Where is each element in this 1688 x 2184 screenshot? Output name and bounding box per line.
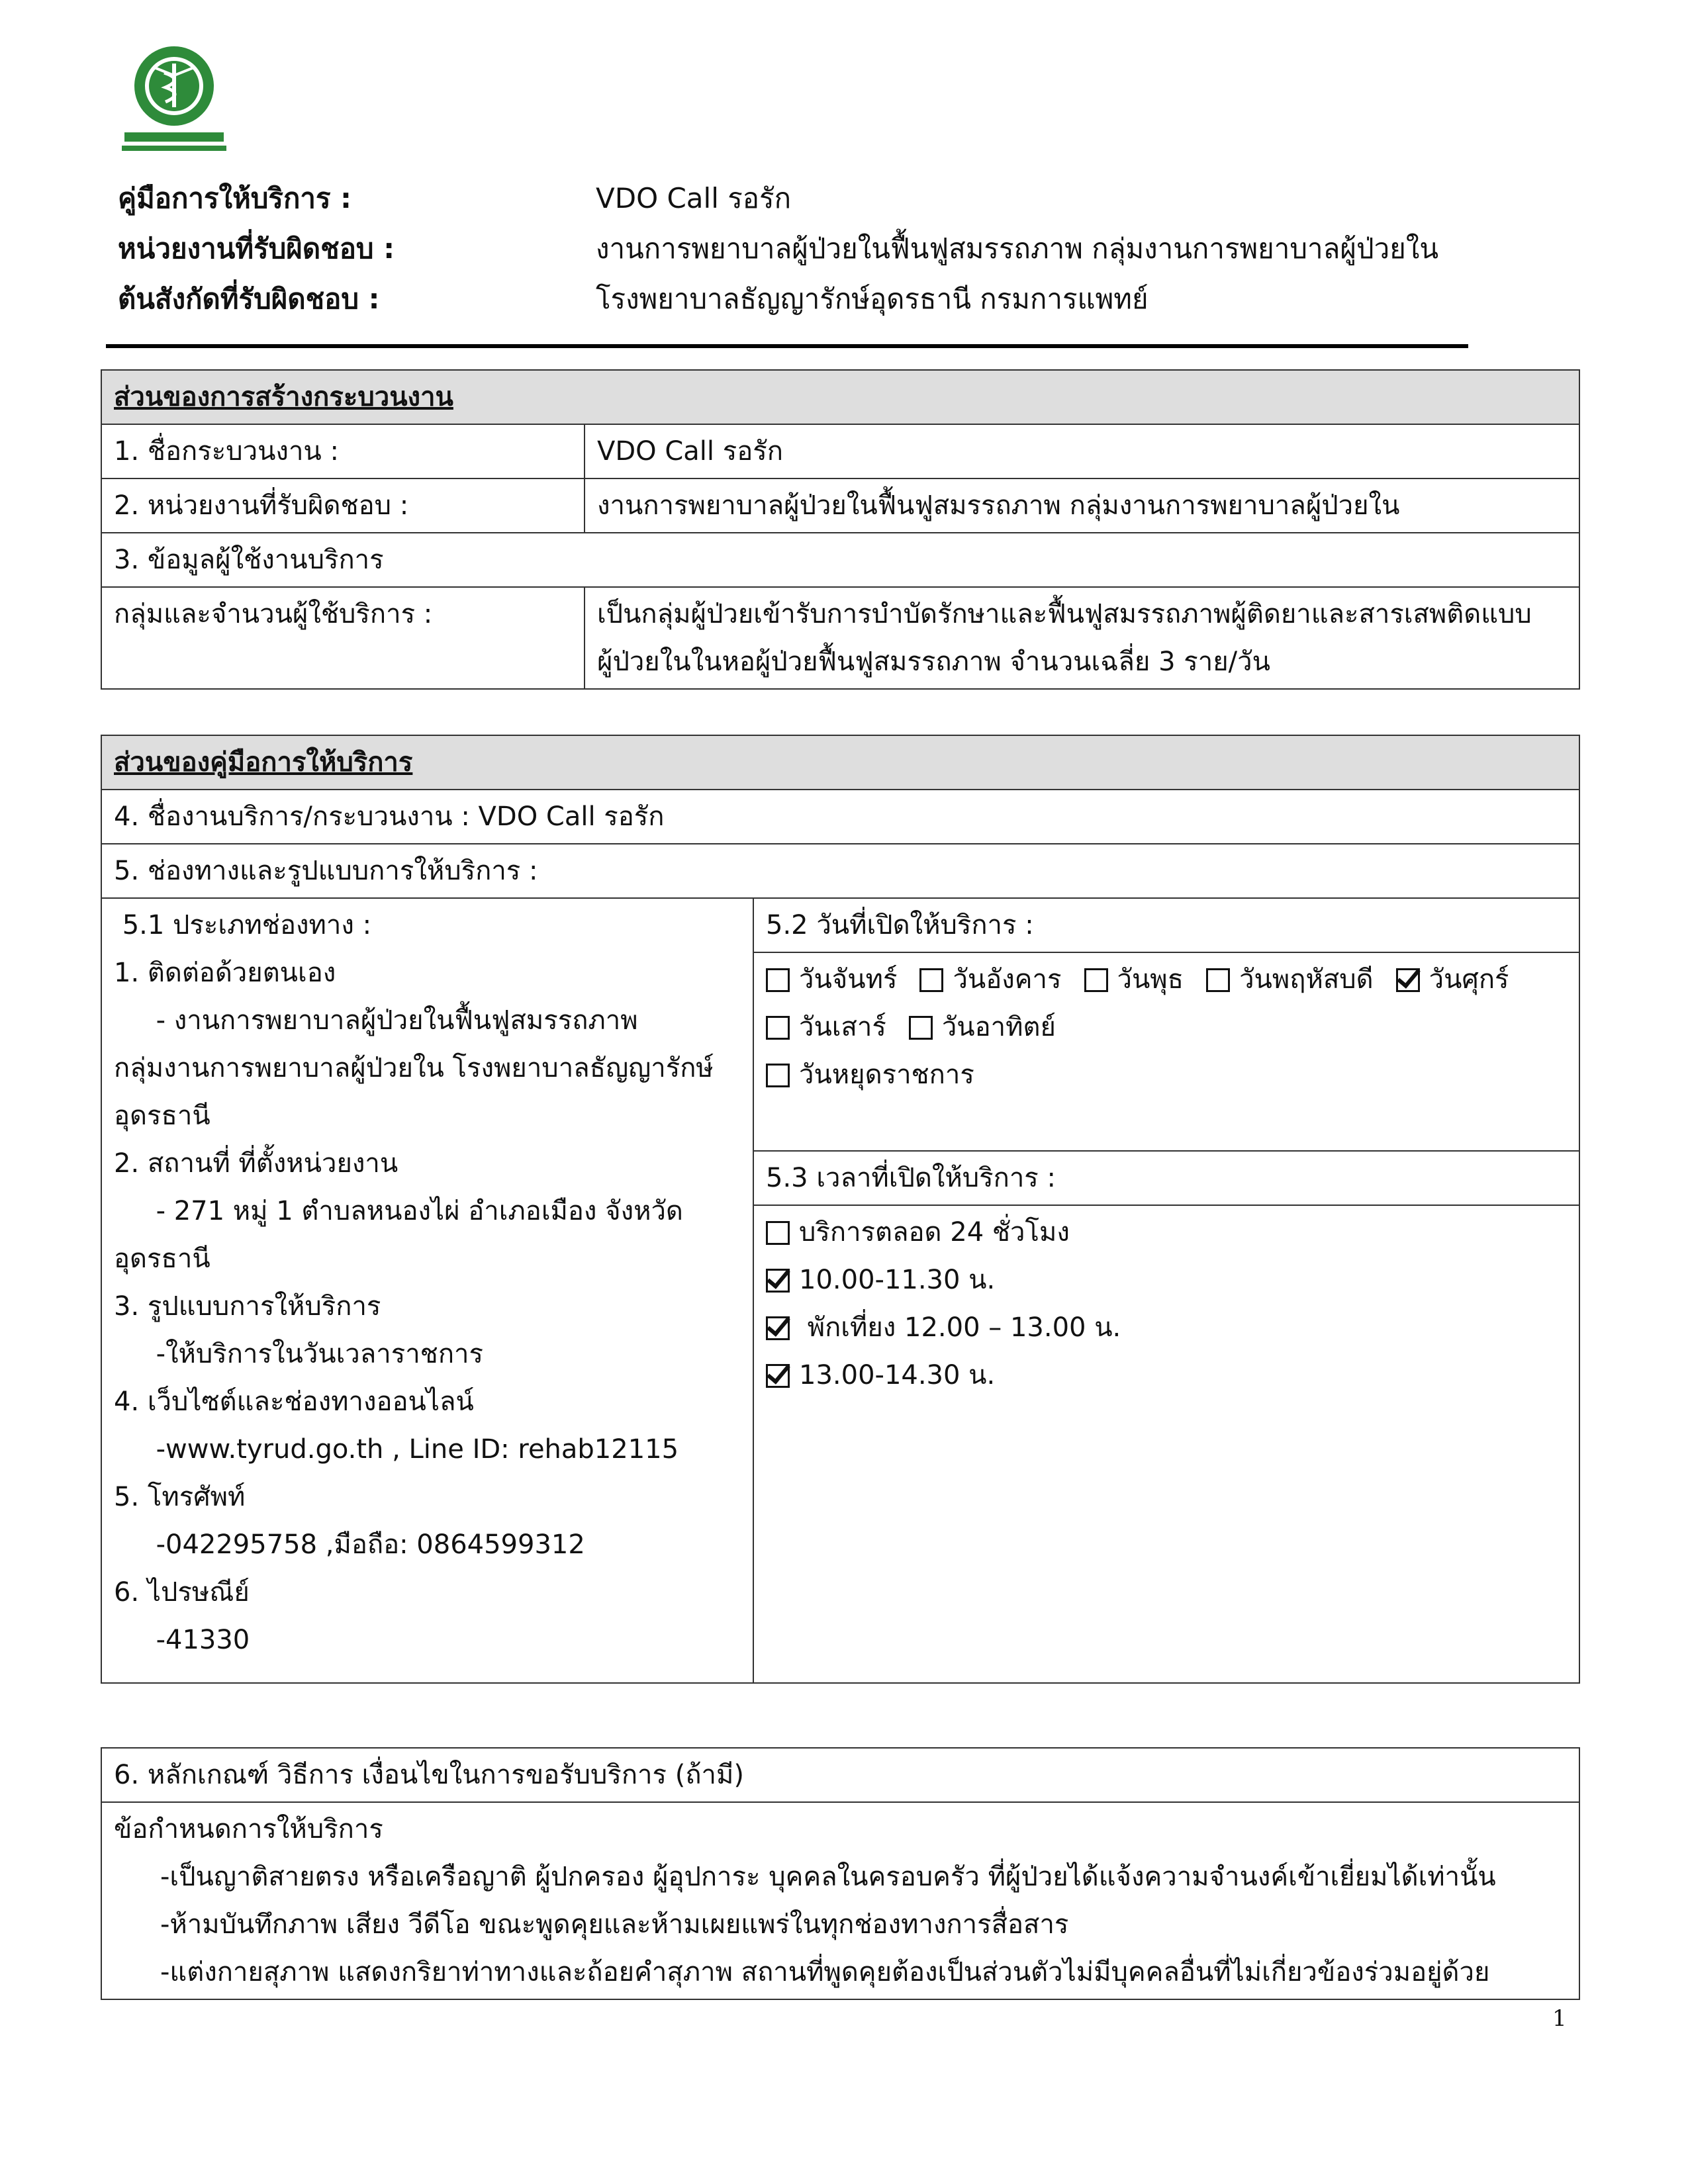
user-group-line: เป็นกลุ่มผู้ป่วยเข้ารับการบำบัดรักษาและฟื้นฟูสมรรถภาพผู้ติดยาและสารเสพติดแบบ	[597, 599, 1532, 629]
checkbox[interactable]	[1396, 968, 1420, 992]
criteria-table	[101, 1747, 1580, 2000]
channel-line: -ให้บริการในวันเวลาราชการ	[114, 1339, 483, 1369]
channels-title: 5. ช่องทางและรูปแบบการให้บริการ :	[101, 844, 1579, 898]
channel-line: - 271 หมู่ 1 ตำบลหนองไผ่ อำเภอเมือง จังหวัด	[114, 1196, 683, 1226]
process-unit-label: 2. หน่วยงานที่รับผิดชอบ :	[101, 478, 585, 533]
user-group-label: กลุ่มและจำนวนผู้ใช้บริการ :	[101, 587, 585, 689]
table-row	[101, 478, 1579, 533]
day-holiday[interactable]: วันหยุดราชการ	[766, 1060, 974, 1090]
checkbox[interactable]	[766, 1316, 790, 1340]
channel-line: -41330	[114, 1625, 250, 1655]
unit-label: หน่วยงานที่รับผิดชอบ :	[118, 232, 395, 265]
hour-option[interactable]: 13.00-14.30 น.	[766, 1351, 1567, 1399]
hour-option[interactable]: 10.00-11.30 น.	[766, 1256, 1567, 1304]
day-tuesday[interactable]: วันอังคาร	[919, 964, 1061, 995]
unit-value: งานการพยาบาลผู้ป่วยในฟื้นฟูสมรรถภาพ กลุ่มงานการพยาบาลผู้ป่วยใน	[596, 232, 1439, 265]
criteria-item: -แต่งกายสุภาพ แสดงกริยาท่าทางและถ้อยคำสุภาพ สถานที่พูดคุยต้องเป็นส่วนตัวไม่มีบุคคลอื่นที่ไม่เกี่ยวข้องร่วมอยู่ด้วย	[160, 1957, 1490, 1987]
checkbox[interactable]	[766, 1064, 790, 1087]
checkbox[interactable]	[1206, 968, 1230, 992]
days-line-3	[766, 1051, 1567, 1099]
channel-types-title: 5.1 ประเภทช่องทาง :	[114, 910, 372, 940]
user-info-title: 3. ข้อมูลผู้ใช้งานบริการ	[101, 533, 1579, 587]
channel-line: 6. ไปรษณีย์	[114, 1577, 250, 1608]
checkbox[interactable]	[766, 968, 790, 992]
days-title: 5.2 วันที่เปิดให้บริการ :	[753, 898, 1579, 952]
hour-option[interactable]: พักเที่ยง 12.00 – 13.00 น.	[766, 1304, 1567, 1351]
service-section-title: ส่วนของคู่มือการให้บริการ	[101, 735, 1579, 790]
process-name-value: VDO Call รอรัก	[585, 424, 1579, 478]
checkbox[interactable]	[919, 968, 943, 992]
checkbox[interactable]	[766, 1269, 790, 1293]
channel-line: อุดรธานี	[114, 1101, 211, 1131]
header-divider	[106, 344, 1468, 348]
channel-line: - งานการพยาบาลผู้ป่วยในฟื้นฟูสมรรถภาพ	[114, 1005, 638, 1036]
user-group-line: ผู้ป่วยในในหอผู้ป่วยฟื้นฟูสมรรถภาพ จำนวนเฉลี่ย 3 ราย/วัน	[597, 647, 1270, 677]
checkbox[interactable]	[766, 1364, 790, 1388]
criteria-item: -เป็นญาติสายตรง หรือเครือญาติ ผู้ปกครอง ผู้อุปการะ บุคคลในครอบครัว ที่ผู้ป่วยได้แจ้งความจำนงค์เข้าเยี่ยมได้เท่านั้น	[160, 1862, 1496, 1892]
days-cell	[753, 952, 1579, 1151]
channel-line: 1. ติดต่อด้วยตนเอง	[114, 958, 336, 988]
channel-line: 3. รูปแบบการให้บริการ	[114, 1291, 381, 1322]
channel-line: -042295758 ,มือถือ: 0864599312	[114, 1529, 585, 1560]
parent-value: โรงพยาบาลธัญญารักษ์อุดรธานี กรมการแพทย์	[596, 283, 1149, 315]
page-number: 1	[1552, 2005, 1567, 2032]
checkbox[interactable]	[766, 1016, 790, 1040]
day-thursday[interactable]: วันพฤหัสบดี	[1206, 964, 1374, 995]
channel-line: -www.tyrud.go.th , Line ID: rehab12115	[114, 1434, 679, 1465]
day-monday[interactable]: วันจันทร์	[766, 964, 897, 995]
checkbox[interactable]	[766, 1221, 790, 1245]
process-unit-value: งานการพยาบาลผู้ป่วยในฟื้นฟูสมรรถภาพ กลุ่มงานการพยาบาลผู้ป่วยใน	[585, 478, 1579, 533]
channel-line: 2. สถานที่ ที่ตั้งหน่วยงาน	[114, 1148, 399, 1179]
service-name: 4. ชื่องานบริการ/กระบวนงาน : VDO Call รอรัก	[101, 790, 1579, 844]
channel-line: 4. เว็บไซต์และช่องทางออนไลน์	[114, 1387, 474, 1417]
table-row	[101, 424, 1579, 478]
days-line-1	[766, 956, 1567, 1003]
parent-label: ต้นสังกัดที่รับผิดชอบ :	[118, 283, 380, 315]
criteria-title: 6. หลักเกณฑ์ วิธีการ เงื่อนไขในการขอรับบริการ (ถ้ามี)	[101, 1748, 1579, 1802]
manual-value: VDO Call รอรัก	[596, 182, 792, 214]
criteria-body	[101, 1802, 1579, 1999]
process-section-title: ส่วนของการสร้างกระบวนงาน	[101, 370, 1579, 424]
day-friday[interactable]: วันศุกร์	[1396, 964, 1509, 995]
channel-line: กลุ่มงานการพยาบาลผู้ป่วยใน โรงพยาบาลธัญญารักษ์	[114, 1053, 714, 1083]
channel-line: 5. โทรศัพท์	[114, 1482, 246, 1512]
process-name-label: 1. ชื่อกระบวนงาน :	[101, 424, 585, 478]
day-sunday[interactable]: วันอาทิตย์	[909, 1012, 1056, 1042]
table-row	[101, 587, 1579, 689]
channel-line: อุดรธานี	[114, 1244, 211, 1274]
hours-cell	[753, 1205, 1579, 1683]
checkbox[interactable]	[1084, 968, 1108, 992]
channel-types-cell	[101, 898, 753, 1683]
user-group-value	[585, 587, 1579, 689]
hour-option[interactable]: บริการตลอด 24 ชั่วโมง	[766, 1208, 1567, 1256]
hours-title: 5.3 เวลาที่เปิดให้บริการ :	[753, 1151, 1579, 1205]
day-saturday[interactable]: วันเสาร์	[766, 1012, 886, 1042]
checkbox[interactable]	[909, 1016, 933, 1040]
manual-label: คู่มือการให้บริการ :	[118, 182, 352, 214]
ministry-logo	[118, 41, 230, 157]
criteria-item: -ห้ามบันทึกภาพ เสียง วีดีโอ ขณะพูดคุยและห้ามเผยแพร่ในทุกช่องทางการสื่อสาร	[160, 1909, 1069, 1940]
service-table	[101, 735, 1580, 1684]
criteria-subtitle: ข้อกำหนดการให้บริการ	[114, 1814, 383, 1844]
process-table	[101, 369, 1580, 690]
day-wednesday[interactable]: วันพุธ	[1084, 964, 1184, 995]
days-line-2	[766, 1003, 1567, 1051]
